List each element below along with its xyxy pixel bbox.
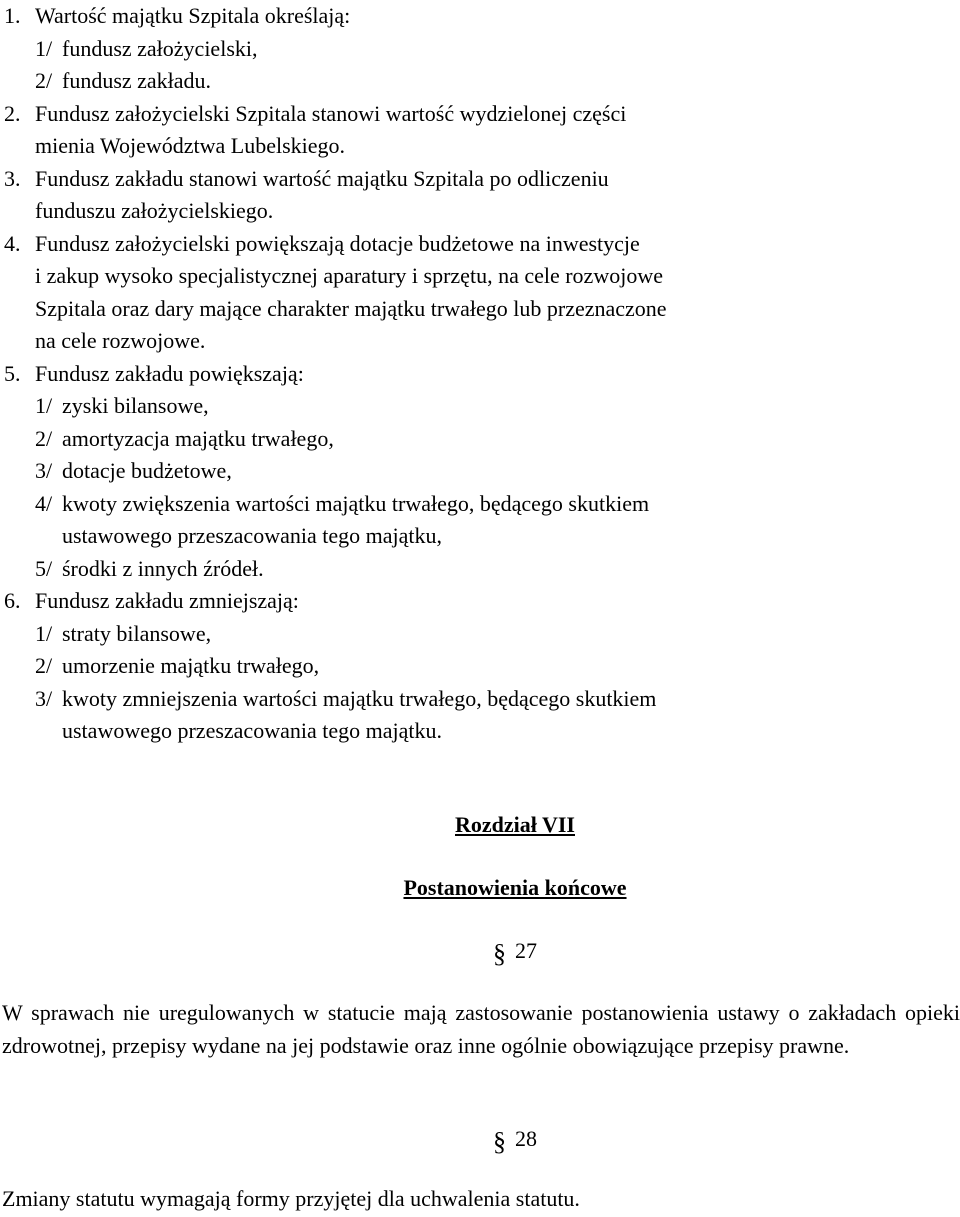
list-item-text: i zakup wysoko specjalistycznej aparatury i sprzętu, na cele rozwojowe bbox=[35, 263, 663, 288]
sub-item bbox=[35, 553, 960, 586]
list-item-text: mienia Województwa Lubelskiego. bbox=[35, 133, 346, 158]
sub-item bbox=[35, 33, 960, 66]
list-item-number: 1. bbox=[4, 3, 21, 28]
list-item-text: Fundusz zakładu zmniejszają: bbox=[35, 588, 299, 613]
sub-item-text: ustawowego przeszacowania tego majątku. bbox=[62, 718, 442, 743]
list-item-text: Fundusz założycielski Szpitala stanowi wartość wydzielonej części bbox=[35, 100, 627, 126]
sub-item-text: zyski bilansowe, bbox=[62, 393, 209, 418]
list-item-number: 3. bbox=[4, 165, 21, 191]
sub-item-number: 5/ bbox=[35, 555, 53, 581]
paragraph-27-text: W sprawach nie uregulowanych w statucie mają zastosowanie postanowienia ustawy o zakładach opieki zdrowotnej, przepisy wydane na jej podstawie oraz inne ogólnie obowiązujące przepisy prawne. bbox=[2, 1000, 960, 1058]
list-item-text: Wartość majątku Szpitala określają: bbox=[35, 3, 351, 28]
list-item-number: 5. bbox=[4, 360, 21, 386]
paragraph-28-heading bbox=[0, 1123, 960, 1156]
section-sign-icon: § bbox=[493, 939, 506, 968]
sub-item-text: środki z innych źródeł. bbox=[62, 555, 264, 581]
sub-item bbox=[35, 390, 960, 423]
list-item bbox=[0, 163, 960, 228]
sub-item bbox=[35, 65, 960, 98]
list-item bbox=[0, 98, 960, 163]
sub-item-text: fundusz zakładu. bbox=[62, 68, 212, 93]
list-item bbox=[0, 358, 960, 586]
list-item-text: Fundusz założycielski powiększają dotacje budżetowe na inwestycje bbox=[35, 230, 640, 256]
sub-item-text: ustawowego przeszacowania tego majątku, bbox=[62, 523, 442, 548]
list-item-number: 2. bbox=[4, 100, 21, 126]
list-item-text: Fundusz zakładu powiększają: bbox=[35, 360, 304, 386]
chapter-subtitle: Postanowienia końcowe bbox=[403, 875, 627, 900]
sub-item bbox=[35, 650, 960, 683]
sub-item-number: 3/ bbox=[35, 458, 53, 483]
sub-item-text: straty bilansowe, bbox=[62, 620, 212, 646]
paragraph-27-number: 27 bbox=[515, 938, 537, 963]
chapter-title: Rozdział VII bbox=[455, 812, 575, 837]
sub-item-text: umorzenie majątku trwałego, bbox=[62, 653, 320, 678]
sub-item bbox=[35, 488, 960, 553]
sub-item bbox=[35, 423, 960, 456]
sub-item-number: 1/ bbox=[35, 35, 53, 61]
list-item bbox=[0, 585, 960, 748]
sub-item-text: kwoty zwiększenia wartości majątku trwałego, będącego skutkiem bbox=[62, 490, 650, 516]
sub-item-text: dotacje budżetowe, bbox=[62, 458, 232, 483]
list-item-number: 4. bbox=[4, 230, 21, 256]
list-item-text: na cele rozwojowe. bbox=[35, 328, 206, 353]
paragraph-28-text: Zmiany statutu wymagają formy przyjętej dla uchwalenia statutu. bbox=[2, 1186, 580, 1211]
list-item-text: funduszu założycielskiego. bbox=[35, 198, 274, 223]
list-item-text: Szpitala oraz dary mające charakter majątku trwałego lub przeznaczone bbox=[35, 295, 667, 321]
sub-item bbox=[35, 683, 960, 748]
sub-item-number: 1/ bbox=[35, 620, 53, 646]
list-item bbox=[0, 0, 960, 98]
list-item-number: 6. bbox=[4, 588, 21, 613]
sub-item bbox=[35, 618, 960, 651]
sub-item-number: 4/ bbox=[35, 490, 53, 516]
sub-item-number: 1/ bbox=[35, 393, 53, 418]
sub-item-number: 2/ bbox=[35, 68, 53, 93]
paragraph-27-heading bbox=[0, 935, 960, 968]
sub-item-number: 2/ bbox=[35, 653, 53, 678]
sub-item bbox=[35, 455, 960, 488]
section-sign-icon: § bbox=[493, 1127, 506, 1156]
sub-item-number: 3/ bbox=[35, 685, 53, 711]
sub-item-text: kwoty zmniejszenia wartości majątku trwałego, będącego skutkiem bbox=[62, 685, 657, 711]
paragraph-28-number: 28 bbox=[515, 1126, 537, 1151]
list-item-text: Fundusz zakładu stanowi wartość majątku Szpitala po odliczeniu bbox=[35, 165, 609, 191]
list-item bbox=[0, 228, 960, 358]
sub-item-text: fundusz założycielski, bbox=[62, 35, 258, 61]
sub-item-text: amortyzacja majątku trwałego, bbox=[62, 425, 334, 451]
sub-item-number: 2/ bbox=[35, 425, 53, 451]
